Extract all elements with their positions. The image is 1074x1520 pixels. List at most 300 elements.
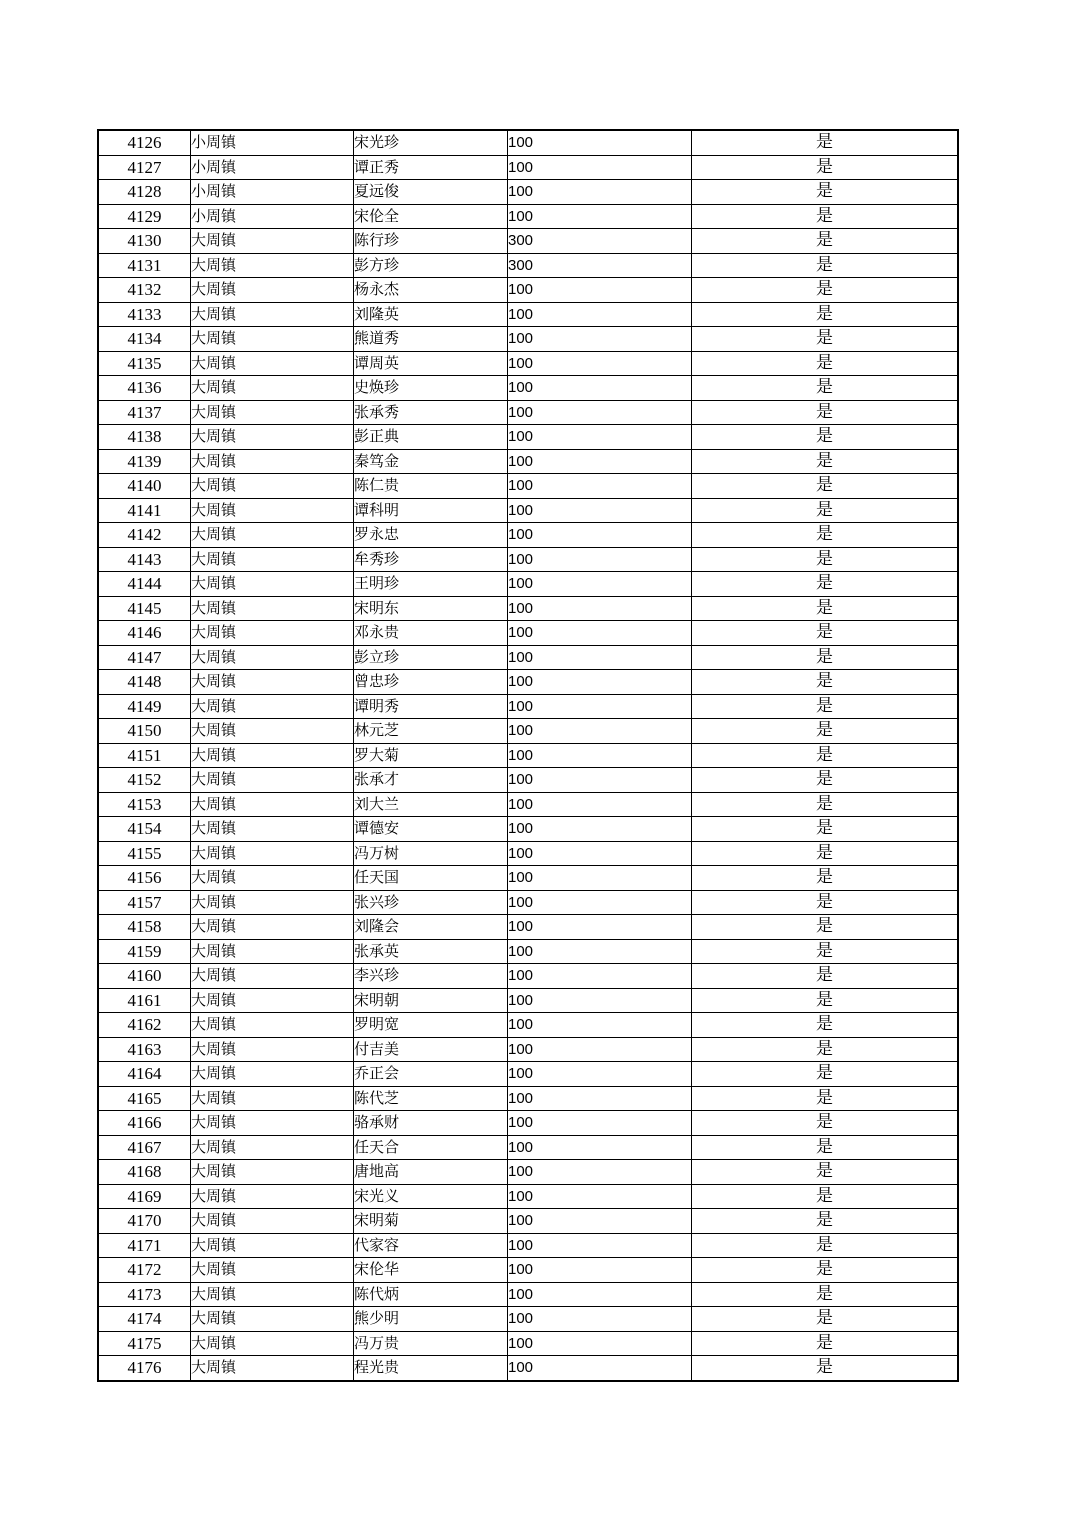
name-cell: 夏远俊 [354,180,508,205]
amount-cell: 100 [508,621,692,646]
status-cell: 是 [692,1282,959,1307]
amount-cell: 100 [508,841,692,866]
row-number-cell: 4130 [98,229,191,254]
town-cell: 大周镇 [191,449,354,474]
row-number-cell: 4176 [98,1356,191,1381]
row-number-cell: 4131 [98,253,191,278]
name-cell: 代家容 [354,1233,508,1258]
town-cell: 大周镇 [191,1086,354,1111]
town-cell: 大周镇 [191,964,354,989]
town-cell: 大周镇 [191,1331,354,1356]
name-cell: 骆承财 [354,1111,508,1136]
amount-cell: 100 [508,130,692,155]
name-cell: 熊道秀 [354,327,508,352]
name-cell: 宋伦全 [354,204,508,229]
table-row [98,572,958,597]
table-row [98,939,958,964]
name-cell: 牟秀珍 [354,547,508,572]
town-cell: 大周镇 [191,939,354,964]
name-cell: 冯万贵 [354,1331,508,1356]
table-row [98,425,958,450]
row-number-cell: 4134 [98,327,191,352]
name-cell: 任天合 [354,1135,508,1160]
row-number-cell: 4156 [98,866,191,891]
row-number-cell: 4155 [98,841,191,866]
name-cell: 陈仁贵 [354,474,508,499]
row-number-cell: 4157 [98,890,191,915]
town-cell: 大周镇 [191,351,354,376]
row-number-cell: 4145 [98,596,191,621]
name-cell: 张承秀 [354,400,508,425]
town-cell: 大周镇 [191,302,354,327]
row-number-cell: 4154 [98,817,191,842]
status-cell: 是 [692,1135,959,1160]
amount-cell: 100 [508,1135,692,1160]
town-cell: 小周镇 [191,204,354,229]
row-number-cell: 4128 [98,180,191,205]
name-cell: 彭立珍 [354,645,508,670]
name-cell: 谭明秀 [354,694,508,719]
row-number-cell: 4140 [98,474,191,499]
town-cell: 大周镇 [191,572,354,597]
town-cell: 大周镇 [191,400,354,425]
table-row [98,498,958,523]
amount-cell: 100 [508,890,692,915]
amount-cell: 100 [508,474,692,499]
amount-cell: 100 [508,155,692,180]
amount-cell: 100 [508,204,692,229]
status-cell: 是 [692,1331,959,1356]
amount-cell: 100 [508,1086,692,1111]
amount-cell: 100 [508,939,692,964]
status-cell: 是 [692,155,959,180]
town-cell: 大周镇 [191,1184,354,1209]
town-cell: 大周镇 [191,670,354,695]
amount-cell: 100 [508,719,692,744]
table-row [98,596,958,621]
status-cell: 是 [692,1111,959,1136]
name-cell: 陈行珍 [354,229,508,254]
table-row [98,621,958,646]
status-cell: 是 [692,964,959,989]
town-cell: 大周镇 [191,719,354,744]
row-number-cell: 4142 [98,523,191,548]
town-cell: 大周镇 [191,841,354,866]
table-row [98,1160,958,1185]
row-number-cell: 4136 [98,376,191,401]
town-cell: 小周镇 [191,180,354,205]
town-cell: 大周镇 [191,743,354,768]
name-cell: 谭正秀 [354,155,508,180]
amount-cell: 100 [508,523,692,548]
row-number-cell: 4147 [98,645,191,670]
town-cell: 大周镇 [191,1307,354,1332]
row-number-cell: 4170 [98,1209,191,1234]
amount-cell: 100 [508,180,692,205]
amount-cell: 100 [508,964,692,989]
status-cell: 是 [692,670,959,695]
row-number-cell: 4152 [98,768,191,793]
table-row [98,743,958,768]
row-number-cell: 4126 [98,130,191,155]
row-number-cell: 4129 [98,204,191,229]
amount-cell: 100 [508,1062,692,1087]
town-cell: 大周镇 [191,1160,354,1185]
name-cell: 秦笃金 [354,449,508,474]
status-cell: 是 [692,253,959,278]
table-row [98,1356,958,1381]
status-cell: 是 [692,1160,959,1185]
status-cell: 是 [692,817,959,842]
data-table [97,129,959,1382]
town-cell: 大周镇 [191,253,354,278]
name-cell: 彭正典 [354,425,508,450]
status-cell: 是 [692,1233,959,1258]
status-cell: 是 [692,547,959,572]
name-cell: 任天国 [354,866,508,891]
row-number-cell: 4149 [98,694,191,719]
town-cell: 大周镇 [191,547,354,572]
town-cell: 大周镇 [191,645,354,670]
amount-cell: 100 [508,376,692,401]
row-number-cell: 4167 [98,1135,191,1160]
row-number-cell: 4127 [98,155,191,180]
town-cell: 大周镇 [191,498,354,523]
amount-cell: 100 [508,1209,692,1234]
table-row [98,547,958,572]
amount-cell: 100 [508,547,692,572]
name-cell: 罗明宽 [354,1013,508,1038]
status-cell: 是 [692,792,959,817]
table-row [98,1331,958,1356]
name-cell: 罗永忠 [354,523,508,548]
name-cell: 谭科明 [354,498,508,523]
town-cell: 大周镇 [191,792,354,817]
row-number-cell: 4139 [98,449,191,474]
town-cell: 大周镇 [191,1258,354,1283]
amount-cell: 100 [508,572,692,597]
town-cell: 大周镇 [191,327,354,352]
amount-cell: 100 [508,400,692,425]
table-row [98,400,958,425]
name-cell: 王明珍 [354,572,508,597]
name-cell: 张承才 [354,768,508,793]
status-cell: 是 [692,204,959,229]
town-cell: 大周镇 [191,866,354,891]
amount-cell: 100 [508,1184,692,1209]
row-number-cell: 4168 [98,1160,191,1185]
status-cell: 是 [692,694,959,719]
town-cell: 大周镇 [191,523,354,548]
table-row [98,841,958,866]
amount-cell: 100 [508,278,692,303]
name-cell: 熊少明 [354,1307,508,1332]
row-number-cell: 4133 [98,302,191,327]
row-number-cell: 4143 [98,547,191,572]
amount-cell: 100 [508,449,692,474]
amount-cell: 100 [508,670,692,695]
status-cell: 是 [692,915,959,940]
town-cell: 大周镇 [191,1233,354,1258]
row-number-cell: 4160 [98,964,191,989]
status-cell: 是 [692,1086,959,1111]
row-number-cell: 4150 [98,719,191,744]
amount-cell: 100 [508,792,692,817]
row-number-cell: 4132 [98,278,191,303]
row-number-cell: 4159 [98,939,191,964]
status-cell: 是 [692,841,959,866]
amount-cell: 100 [508,1307,692,1332]
name-cell: 刘隆英 [354,302,508,327]
row-number-cell: 4144 [98,572,191,597]
town-cell: 大周镇 [191,768,354,793]
table-row [98,130,958,155]
table-row [98,670,958,695]
row-number-cell: 4172 [98,1258,191,1283]
status-cell: 是 [692,939,959,964]
amount-cell: 100 [508,768,692,793]
town-cell: 大周镇 [191,1209,354,1234]
amount-cell: 100 [508,1160,692,1185]
row-number-cell: 4163 [98,1037,191,1062]
name-cell: 刘大兰 [354,792,508,817]
table-row [98,351,958,376]
amount-cell: 300 [508,253,692,278]
row-number-cell: 4158 [98,915,191,940]
town-cell: 大周镇 [191,278,354,303]
row-number-cell: 4173 [98,1282,191,1307]
status-cell: 是 [692,1356,959,1381]
row-number-cell: 4175 [98,1331,191,1356]
status-cell: 是 [692,890,959,915]
town-cell: 大周镇 [191,988,354,1013]
row-number-cell: 4146 [98,621,191,646]
status-cell: 是 [692,1013,959,1038]
name-cell: 罗大菊 [354,743,508,768]
status-cell: 是 [692,130,959,155]
town-cell: 大周镇 [191,596,354,621]
table-row [98,229,958,254]
town-cell: 大周镇 [191,817,354,842]
name-cell: 李兴珍 [354,964,508,989]
table-row [98,1209,958,1234]
status-cell: 是 [692,1037,959,1062]
row-number-cell: 4174 [98,1307,191,1332]
table-row [98,988,958,1013]
row-number-cell: 4171 [98,1233,191,1258]
town-cell: 大周镇 [191,1062,354,1087]
table-row [98,1258,958,1283]
amount-cell: 100 [508,1282,692,1307]
row-number-cell: 4137 [98,400,191,425]
status-cell: 是 [692,474,959,499]
name-cell: 杨永杰 [354,278,508,303]
town-cell: 小周镇 [191,155,354,180]
amount-cell: 100 [508,1356,692,1381]
status-cell: 是 [692,645,959,670]
status-cell: 是 [692,302,959,327]
name-cell: 谭德安 [354,817,508,842]
table-row [98,155,958,180]
town-cell: 大周镇 [191,229,354,254]
row-number-cell: 4161 [98,988,191,1013]
table-row [98,890,958,915]
table-row [98,768,958,793]
amount-cell: 100 [508,1258,692,1283]
amount-cell: 100 [508,1111,692,1136]
name-cell: 彭方珍 [354,253,508,278]
table-row [98,523,958,548]
amount-cell: 100 [508,988,692,1013]
amount-cell: 100 [508,596,692,621]
table-row [98,866,958,891]
amount-cell: 100 [508,498,692,523]
status-cell: 是 [692,278,959,303]
table-row [98,253,958,278]
table-row [98,915,958,940]
status-cell: 是 [692,866,959,891]
table-row [98,645,958,670]
status-cell: 是 [692,621,959,646]
amount-cell: 100 [508,327,692,352]
row-number-cell: 4166 [98,1111,191,1136]
name-cell: 邓永贵 [354,621,508,646]
status-cell: 是 [692,596,959,621]
table-row [98,1135,958,1160]
status-cell: 是 [692,743,959,768]
name-cell: 宋明朝 [354,988,508,1013]
amount-cell: 100 [508,302,692,327]
town-cell: 大周镇 [191,1282,354,1307]
row-number-cell: 4151 [98,743,191,768]
amount-cell: 100 [508,1331,692,1356]
row-number-cell: 4135 [98,351,191,376]
status-cell: 是 [692,400,959,425]
name-cell: 宋明东 [354,596,508,621]
table-row [98,327,958,352]
row-number-cell: 4148 [98,670,191,695]
amount-cell: 100 [508,1233,692,1258]
row-number-cell: 4141 [98,498,191,523]
name-cell: 史焕珍 [354,376,508,401]
row-number-cell: 4169 [98,1184,191,1209]
status-cell: 是 [692,1184,959,1209]
status-cell: 是 [692,376,959,401]
amount-cell: 100 [508,915,692,940]
amount-cell: 100 [508,1037,692,1062]
table-row [98,964,958,989]
amount-cell: 300 [508,229,692,254]
name-cell: 陈代芝 [354,1086,508,1111]
status-cell: 是 [692,425,959,450]
status-cell: 是 [692,572,959,597]
status-cell: 是 [692,988,959,1013]
town-cell: 大周镇 [191,425,354,450]
name-cell: 张兴珍 [354,890,508,915]
town-cell: 大周镇 [191,694,354,719]
name-cell: 唐地高 [354,1160,508,1185]
table-row [98,1013,958,1038]
row-number-cell: 4162 [98,1013,191,1038]
table-row [98,694,958,719]
row-number-cell: 4138 [98,425,191,450]
name-cell: 张承英 [354,939,508,964]
name-cell: 宋光珍 [354,130,508,155]
name-cell: 乔正会 [354,1062,508,1087]
status-cell: 是 [692,1258,959,1283]
name-cell: 刘隆会 [354,915,508,940]
amount-cell: 100 [508,743,692,768]
status-cell: 是 [692,768,959,793]
name-cell: 程光贵 [354,1356,508,1381]
amount-cell: 100 [508,351,692,376]
amount-cell: 100 [508,1013,692,1038]
town-cell: 大周镇 [191,915,354,940]
table-body [98,130,958,1381]
town-cell: 大周镇 [191,1111,354,1136]
table-row [98,719,958,744]
status-cell: 是 [692,229,959,254]
table-row [98,1037,958,1062]
row-number-cell: 4164 [98,1062,191,1087]
name-cell: 陈代炳 [354,1282,508,1307]
name-cell: 宋伦华 [354,1258,508,1283]
status-cell: 是 [692,498,959,523]
table-row [98,1086,958,1111]
amount-cell: 100 [508,694,692,719]
status-cell: 是 [692,1209,959,1234]
status-cell: 是 [692,1307,959,1332]
status-cell: 是 [692,351,959,376]
table-row [98,278,958,303]
name-cell: 曾忠珍 [354,670,508,695]
name-cell: 谭周英 [354,351,508,376]
table-row [98,1184,958,1209]
town-cell: 大周镇 [191,890,354,915]
table-row [98,204,958,229]
name-cell: 宋光义 [354,1184,508,1209]
status-cell: 是 [692,327,959,352]
row-number-cell: 4153 [98,792,191,817]
town-cell: 大周镇 [191,1037,354,1062]
status-cell: 是 [692,449,959,474]
town-cell: 小周镇 [191,130,354,155]
town-cell: 大周镇 [191,474,354,499]
status-cell: 是 [692,523,959,548]
status-cell: 是 [692,180,959,205]
name-cell: 冯万树 [354,841,508,866]
table-row [98,474,958,499]
table-row [98,1282,958,1307]
town-cell: 大周镇 [191,1356,354,1381]
table-row [98,180,958,205]
town-cell: 大周镇 [191,1013,354,1038]
name-cell: 宋明菊 [354,1209,508,1234]
town-cell: 大周镇 [191,376,354,401]
name-cell: 付吉美 [354,1037,508,1062]
status-cell: 是 [692,1062,959,1087]
status-cell: 是 [692,719,959,744]
table-row [98,1062,958,1087]
amount-cell: 100 [508,425,692,450]
table-row [98,1111,958,1136]
town-cell: 大周镇 [191,1135,354,1160]
amount-cell: 100 [508,866,692,891]
table-row [98,1233,958,1258]
name-cell: 林元芝 [354,719,508,744]
table-row [98,449,958,474]
table-row [98,376,958,401]
